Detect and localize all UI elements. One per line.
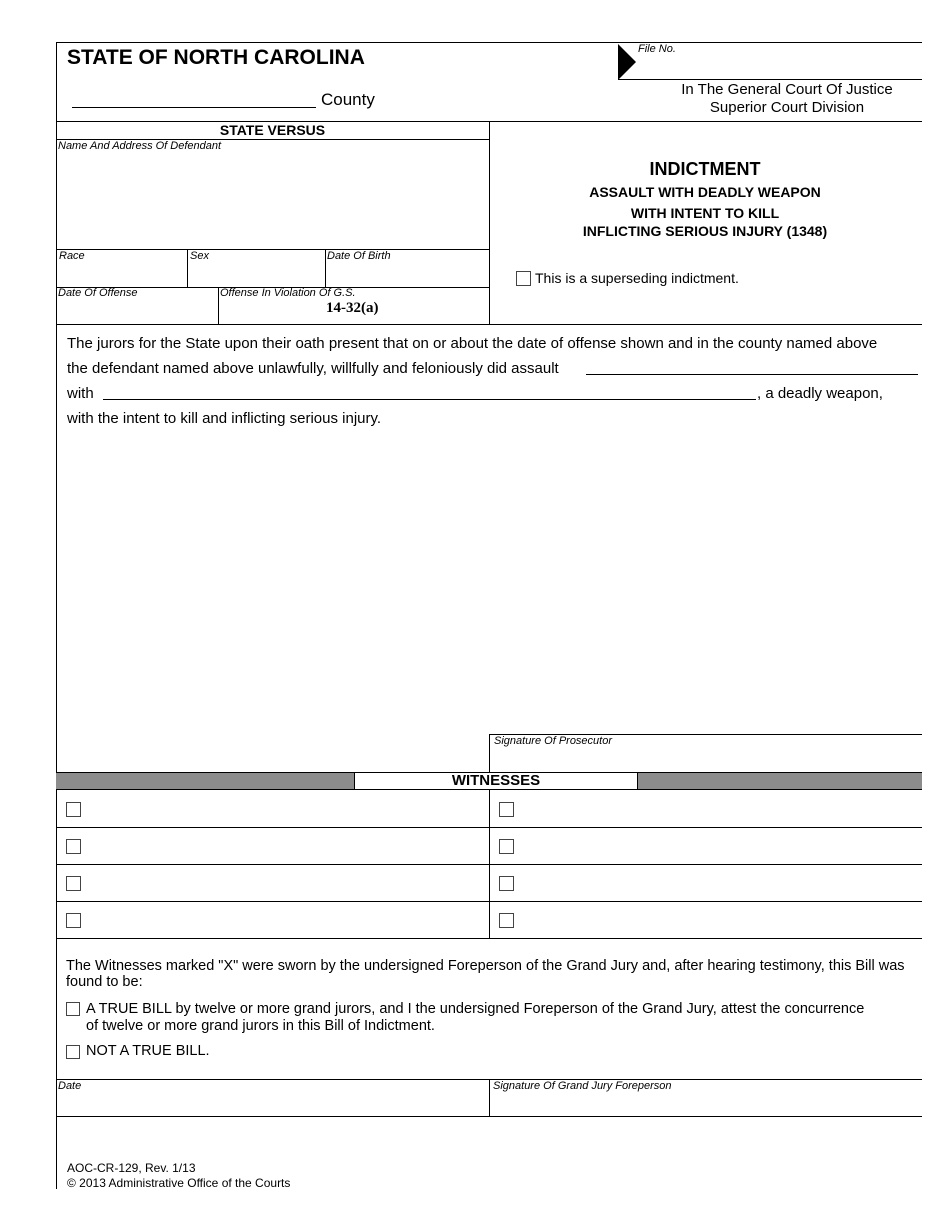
with-label: with [67,385,94,402]
county-label: County [321,90,375,109]
offense-gs-label: Offense In Violation Of G.S. [220,287,356,299]
foreperson-signature-label: Signature Of Grand Jury Foreperson [493,1080,672,1092]
file-no-arrow-icon [618,44,636,80]
witness-checkbox-1[interactable] [66,802,81,817]
bill-intro-text: The Witnesses marked "X" were sworn by the undersigned Foreperson of the Grand Jury and, after hearing testimony, this Bill was found to be: [66,958,905,990]
witness-name-input-2[interactable] [521,800,917,820]
witness-row-line-3 [56,901,922,902]
court-line-1: In The General Court Of Justice [681,81,893,98]
foreperson-signature-input[interactable] [494,1095,918,1113]
indictment-title: INDICTMENT [649,159,761,179]
superseding-label: This is a superseding indictment. [535,270,739,286]
witnesses-bar-right [638,772,922,790]
race-row-top [56,249,489,250]
witness-row-line-4 [56,938,922,939]
offense-gs-value: 14-32(a) [326,300,379,316]
state-versus-heading: STATE VERSUS [219,122,326,138]
race-sex-divider [187,249,188,287]
offense-divider [218,287,219,324]
witness-name-input-4[interactable] [521,837,917,857]
file-no-input[interactable] [640,58,918,76]
dob-input[interactable] [328,266,484,284]
body-line-4: with the intent to kill and inflicting serious injury. [67,410,382,427]
file-no-label: File No. [638,43,676,55]
date-foreperson-divider [489,1079,490,1117]
witness-checkbox-8[interactable] [499,913,514,928]
not-true-bill-label: NOT A TRUE BILL. [86,1043,210,1059]
witness-checkbox-3[interactable] [66,839,81,854]
witness-checkbox-4[interactable] [499,839,514,854]
weapon-input[interactable] [105,381,753,399]
prosecutor-signature-label: Signature Of Prosecutor [494,735,613,747]
deadly-weapon-text: , a deadly weapon, [757,385,883,402]
witness-name-input-8[interactable] [521,911,917,931]
witness-checkbox-5[interactable] [66,876,81,891]
prosecutor-sig-left [489,734,490,772]
dob-label: Date Of Birth [327,250,391,262]
date-of-offense-input[interactable] [59,303,214,321]
superseding-checkbox[interactable] [516,271,531,286]
witnesses-heading: WITNESSES [451,772,541,789]
assault-victim-line [586,374,918,375]
top-section-bottom [56,324,922,325]
top-border [56,42,922,43]
county-input[interactable] [74,89,314,107]
date-of-offense-label: Date Of Offense [58,287,138,299]
sex-label: Sex [190,250,209,262]
witness-name-input-3[interactable] [88,837,484,857]
copyright: © 2013 Administrative Office of the Courts [67,1176,291,1190]
sex-dob-divider [325,249,326,287]
witness-row-line-2 [56,864,922,865]
name-address-label: Name And Address Of Defendant [58,140,222,152]
weapon-line [103,399,756,400]
file-no-bottom-line [618,79,922,80]
true-bill-line-2: of twelve or more grand jurors in this Bill of Indictment. [86,1018,435,1034]
witness-name-input-5[interactable] [88,874,484,894]
true-bill-line-1: A TRUE BILL by twelve or more grand jurors, and I the undersigned Foreperson of the Grand Jury, attest the concurrence [86,1001,865,1017]
date-input[interactable] [60,1095,484,1113]
form-id: AOC-CR-129, Rev. 1/13 [67,1161,196,1175]
body-line-1: The jurors for the State upon their oath present that on or about the date of offense shown and in the county named above [67,335,878,352]
charge-line-1: ASSAULT WITH DEADLY WEAPON [589,184,821,200]
witness-checkbox-7[interactable] [66,913,81,928]
witness-name-input-1[interactable] [88,800,484,820]
race-input[interactable] [59,266,183,284]
witness-name-input-6[interactable] [521,874,917,894]
not-true-bill-checkbox[interactable] [66,1045,80,1059]
race-label: Race [59,250,85,262]
witness-checkbox-2[interactable] [499,802,514,817]
true-bill-checkbox[interactable] [66,1002,80,1016]
witnesses-bar-left [56,772,354,790]
assault-victim-input[interactable] [588,356,916,374]
charge-line-3: INFLICTING SERIOUS INJURY (1348) [582,223,828,239]
witness-row-line-1 [56,827,922,828]
state-title: STATE OF NORTH CAROLINA [67,46,365,69]
witness-checkbox-6[interactable] [499,876,514,891]
left-border [56,42,57,1189]
witness-name-input-7[interactable] [88,911,484,931]
sex-input[interactable] [190,266,320,284]
county-blank-line [72,107,316,108]
charge-line-2: WITH INTENT TO KILL [630,205,780,221]
defendant-name-address-field[interactable] [58,154,486,246]
date-row-bottom [56,1116,922,1117]
date-label: Date [58,1080,82,1092]
body-line-2: the defendant named above unlawfully, willfully and feloniously did assault [67,360,559,377]
prosecutor-signature-input[interactable] [494,750,918,768]
court-line-2: Superior Court Division [709,99,865,116]
